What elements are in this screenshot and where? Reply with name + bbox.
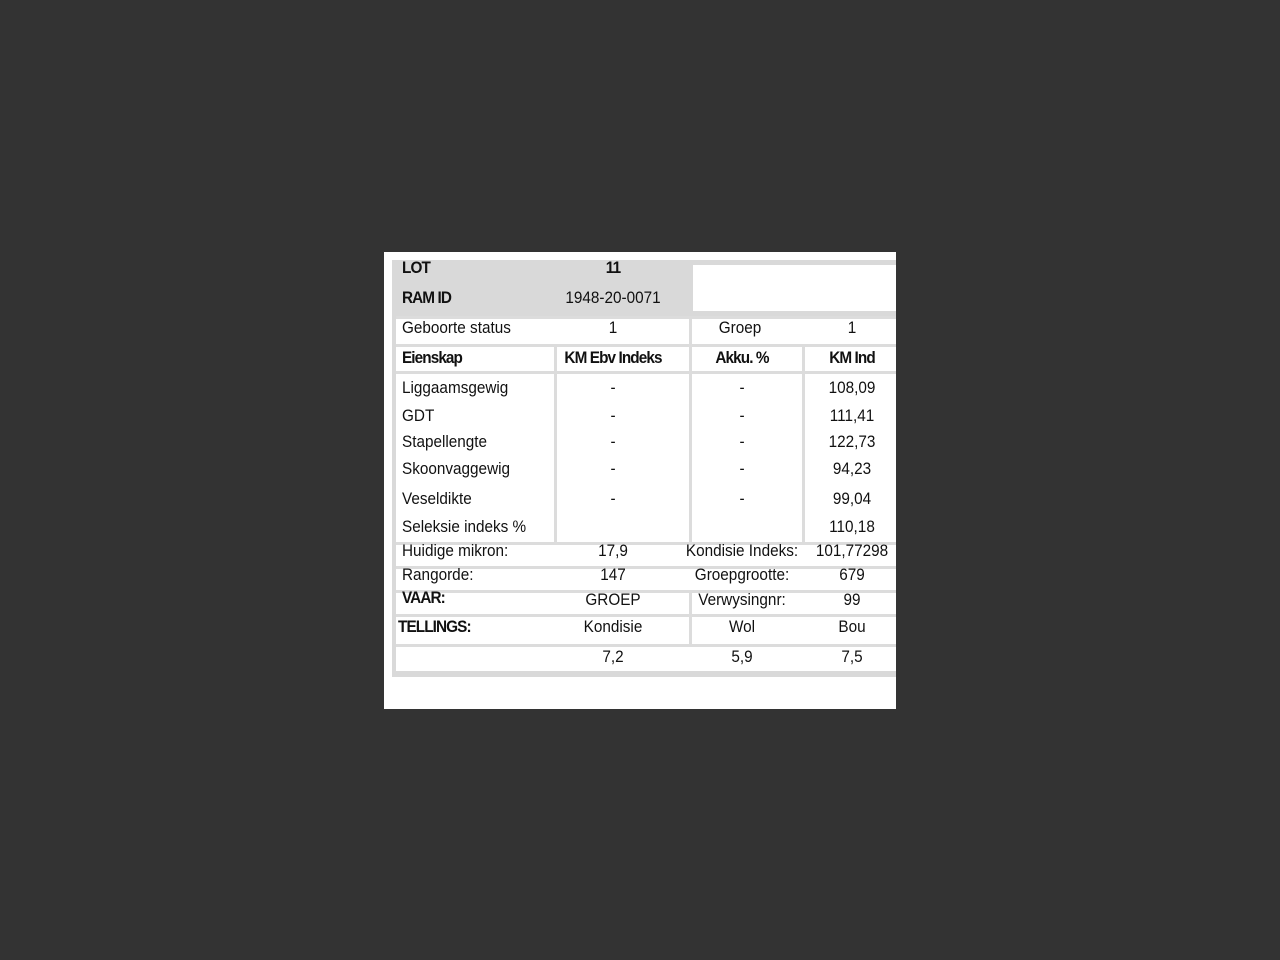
bottom-border <box>392 671 896 677</box>
rank-value: 147 <box>600 565 626 584</box>
ram-lot-sheet <box>384 252 896 709</box>
trait-ind: 94,23 <box>832 459 872 478</box>
grid-line <box>689 317 692 344</box>
trait-header-name: Eienskap <box>402 348 462 367</box>
birth-status-value: 1 <box>608 318 618 337</box>
trait-ind: 99,04 <box>832 489 872 508</box>
trait-ind: 111,41 <box>829 406 875 425</box>
group-size-label: Groepgrootte: <box>694 565 790 584</box>
trait-name: Stapellengte <box>402 432 488 451</box>
trait-ind: 122,73 <box>828 432 876 451</box>
counts-header-build: Bou <box>838 617 866 636</box>
top-right-border <box>693 260 896 265</box>
counts-header-condition: Kondisie <box>583 617 643 636</box>
condition-index-label: Kondisie Indeks: <box>685 541 799 560</box>
trait-ebv: - <box>610 489 616 508</box>
birth-status-label: Geboorte status <box>402 318 511 337</box>
grid-line <box>554 344 557 543</box>
trait-akku: - <box>739 432 745 451</box>
grid-line <box>396 344 896 347</box>
counts-value-build: 7,5 <box>841 647 863 666</box>
trait-ind: 110,18 <box>829 517 875 536</box>
trait-header-ebv: KM Ebv Indeks <box>564 348 662 367</box>
trait-akku: - <box>739 406 745 425</box>
grid-line <box>396 590 896 593</box>
rank-label: Rangorde: <box>402 565 474 584</box>
trait-ebv: - <box>610 459 616 478</box>
grid-line <box>802 344 805 543</box>
trait-akku: - <box>739 378 745 397</box>
counts-value-wool: 5,9 <box>731 647 753 666</box>
current-micron-value: 17,9 <box>598 541 628 560</box>
trait-name: Seleksie indeks % <box>402 517 527 536</box>
grid-line <box>396 371 896 374</box>
current-micron-label: Huidige mikron: <box>402 541 509 560</box>
counts-header-wool: Wol <box>728 617 756 636</box>
reference-number-label: Verwysingnr: <box>698 590 786 609</box>
condition-index-value: 101,77298 <box>815 541 889 560</box>
trait-name: Skoonvaggewig <box>402 459 511 478</box>
trait-header-akku: Akku. % <box>715 348 769 367</box>
trait-ind: 108,09 <box>828 378 876 397</box>
trait-name: Veseldikte <box>402 489 472 508</box>
ram-id-value: 1948-20-0071 <box>565 288 661 307</box>
reference-number-value: 99 <box>843 590 861 609</box>
trait-header-ind: KM Ind <box>829 348 875 367</box>
counts-label: TELLINGS: <box>398 617 471 636</box>
grid-line <box>689 590 692 644</box>
sire-label: VAAR: <box>402 588 445 607</box>
grid-line <box>396 644 896 647</box>
grid-line <box>689 344 692 543</box>
group-size-value: 679 <box>839 565 865 584</box>
trait-name: GDT <box>402 406 435 425</box>
lot-value: 11 <box>605 258 621 277</box>
trait-ebv: - <box>610 378 616 397</box>
counts-value-condition: 7,2 <box>602 647 624 666</box>
group-label: Groep <box>718 318 762 337</box>
trait-akku: - <box>739 459 745 478</box>
trait-ebv: - <box>610 406 616 425</box>
group-value: 1 <box>847 318 857 337</box>
grid-line <box>396 614 896 617</box>
lot-label: LOT <box>402 258 430 277</box>
sire-value: GROEP <box>585 590 641 609</box>
trait-akku: - <box>739 489 745 508</box>
right-header-left-border <box>689 260 693 317</box>
ram-id-label: RAM ID <box>402 288 452 307</box>
trait-ebv: - <box>610 432 616 451</box>
trait-name: Liggaamsgewig <box>402 378 509 397</box>
